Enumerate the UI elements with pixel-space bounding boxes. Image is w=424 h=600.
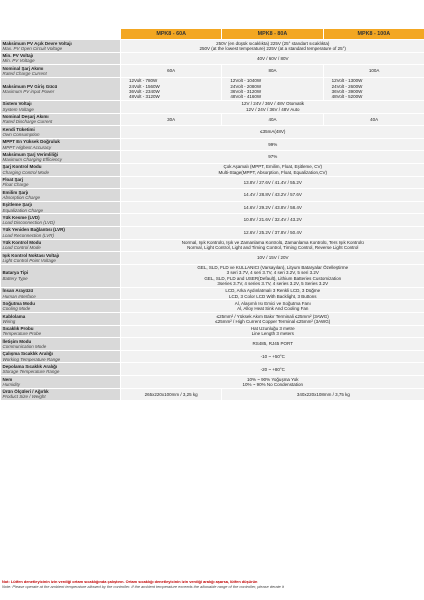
spec-label-cell	[1, 151, 121, 164]
spec-label-english: Rated Discharge Current	[2, 119, 53, 125]
spec-label-english: Max. PV Open Circuit Voltage	[2, 45, 63, 51]
spec-value-line: 12V / 24V / 36V / 48V Auto	[245, 106, 300, 112]
spec-row	[1, 176, 424, 189]
spec-label-turkish: Yük Kesme (LVD)	[2, 214, 40, 220]
spec-label-english: Own Consumption	[2, 131, 40, 137]
spec-value-line: 10% ~ 90% No Condenstation	[242, 381, 303, 387]
spec-label-turkish: Kablolama	[2, 313, 26, 319]
spec-label-turkish: Nominal Şarj Akımı	[2, 65, 44, 71]
spec-value-cell	[121, 138, 424, 151]
spec-value-cell	[121, 264, 424, 287]
spec-value-line: 13.8V / 27.6V / 41.4V / 55.2V	[243, 179, 302, 185]
spec-value-line: 48Volt - 4160W	[230, 94, 262, 100]
spec-label-english: Temperature Probe	[2, 331, 42, 337]
spec-value-line: 340x220x108mm / 3,75 kg	[296, 391, 350, 397]
spec-value-line: ≤35mA(48V)	[260, 129, 286, 135]
note-english: Note: Please operate at the ambient temperature allowed by the controller. If the ambient temperature exceeds the allowable range of the controller, please derate it	[2, 584, 284, 589]
spec-label-english: Load Reconnection (LVR)	[2, 232, 55, 238]
spec-value-cell	[323, 77, 424, 100]
spec-value-line: 12Volt - 1040W	[230, 78, 262, 84]
spec-value-line: 60A	[167, 68, 176, 74]
spec-label-english: Storage Temperature Range	[2, 369, 60, 375]
spec-label-cell	[1, 313, 121, 326]
spec-label-cell	[1, 100, 121, 113]
spec-value-line: 99%	[268, 141, 278, 147]
spec-label-turkish: Yük Kontrol Modu	[2, 240, 42, 245]
spec-label-cell	[1, 138, 121, 151]
spec-row	[1, 300, 424, 313]
spec-value-line: 36Volt - 2340W	[129, 88, 160, 94]
spec-value-cell	[121, 113, 222, 126]
spec-value-cell	[121, 350, 424, 363]
spec-label-english: Float Charge	[2, 182, 29, 188]
spec-label-english: Rated Charge Current	[2, 70, 47, 76]
spec-row	[1, 338, 424, 351]
spec-label-english: Load Disconnection (LVD)	[2, 220, 55, 226]
spec-value-line: GEL, SLD, FLD and USER(Default), Lithium Batteries Customization	[204, 275, 342, 281]
spec-label-turkish: Emilim Şarjı	[2, 189, 29, 195]
spec-value-line: 40A	[370, 116, 379, 122]
spec-value-line: 24Volt - 2080W	[230, 83, 262, 89]
spec-row	[1, 113, 424, 126]
spec-row	[1, 350, 424, 363]
spec-label-english: Maximum Charging Efficiency	[2, 157, 63, 163]
spec-label-turkish: Soğutma Modu	[2, 300, 35, 306]
spec-label-cell	[1, 52, 121, 65]
spec-label-cell	[1, 350, 121, 363]
spec-value-cell	[121, 65, 222, 78]
spec-label-turkish: Maksimum Şarj Verimliliği	[2, 151, 59, 157]
spec-row	[1, 226, 424, 239]
spec-value-line: 10% ~ 90% Yoğuşma Yok	[247, 376, 299, 382]
spec-label-cell	[1, 77, 121, 100]
spec-label-cell	[1, 126, 121, 139]
spec-value-cell	[121, 189, 424, 202]
spec-label-english: Working Temperature Range	[2, 356, 61, 362]
spec-row	[1, 363, 424, 376]
spec-value-cell	[222, 388, 424, 401]
spec-value-cell	[121, 100, 424, 113]
spec-row	[1, 52, 424, 65]
spec-value-line: 250V (en düşük sıcaklıkta) 225V (25° standart sıcaklıkta)	[216, 40, 330, 46]
spec-value-line: Normal, Işık Kontrolü, Işık ve Zamanlama Kontrolü, Zamanlama Kontrolü, Ters Işık Kontrolü	[181, 240, 364, 245]
spec-row	[1, 138, 424, 151]
spec-value-line: 24Volt - 2600W	[331, 83, 363, 89]
spec-label-english: Wiring	[2, 318, 16, 324]
spec-label-turkish: Float Şarj	[2, 177, 24, 183]
spec-label-cell	[1, 113, 121, 126]
spec-label-cell	[1, 176, 121, 189]
spec-value-line: LCD, Arka Aydınlatmalı 3 Renkli LCD, 3 Düğme	[225, 288, 321, 294]
spec-value-line: 12Volt - 780W	[129, 78, 158, 84]
spec-value-line: Multi-Stage(MPPT, Absorption, Float, Equalization,CV)	[218, 169, 328, 175]
spec-value-cell	[323, 113, 424, 126]
spec-label-turkish: Batarya Tipi	[2, 270, 29, 276]
spec-label-turkish: Min. PV Voltajı	[2, 53, 34, 59]
spec-value-cell	[121, 77, 222, 100]
spec-label-turkish: Şarj Kontrol Modu	[2, 164, 42, 170]
spec-value-line: ≤25mm² / High Current Copper Terminal ≤25mm² (3AWG)	[215, 318, 331, 324]
spec-value-line: RS485, RJ45 PORT	[252, 341, 293, 347]
spec-value-line: Çok Aşamalı (MPPT, Emilim, Float, Eşitleme, CV)	[223, 164, 322, 170]
spec-label-english: MPPT Highest Accuracy	[2, 144, 52, 150]
spec-row	[1, 201, 424, 214]
spec-value-line: 48Volt - 3120W	[129, 94, 160, 100]
spec-value-line: 48Volt - 5200W	[331, 94, 363, 100]
spec-label-turkish: İnsan Arayüzü	[2, 288, 34, 294]
spec-value-line: 250V (at the lowest temperature) 225V (at a standard temperature of 25°)	[199, 45, 346, 51]
spec-value-cell	[121, 239, 424, 252]
spec-row	[1, 100, 424, 113]
spec-label-turkish: MPPT En Yüksek Doğruluk	[2, 139, 60, 145]
spec-label-turkish: Ürün Ölçüleri / Ağırlık	[2, 389, 49, 395]
spec-value-line: 24Volt - 1560W	[129, 83, 160, 89]
spec-label-turkish: Maksimum PV Giriş Gücü	[2, 83, 58, 89]
spec-value-line: 100A	[368, 68, 380, 74]
spec-value-line: Normal, Light Control, Light and Timing Control, Timing Control, Reverse Light Control	[187, 245, 359, 251]
spec-row	[1, 151, 424, 164]
spec-label-english: Absorption Charge	[2, 194, 41, 200]
spec-label-english: Min. PV Voltage	[2, 58, 35, 64]
spec-label-english: Battery Type	[2, 275, 28, 281]
spec-label-turkish: Yük Yeniden Bağlantısı (LVR)	[2, 227, 65, 233]
note-turkish: Not: Lütfen denetleyicinin izin verdiği ortam sıcaklığında çalıştırın. Ortam sıcaklığı denetleyicinin izin verdiği aralığı aşarsa, lütfen düşürün	[2, 579, 258, 584]
spec-value-cell	[121, 252, 424, 265]
spec-value-cell	[121, 287, 424, 300]
spec-label-turkish: İletişim Modu	[2, 338, 32, 344]
header-blank-cell	[1, 29, 121, 40]
spec-value-line: ≤25mm² / Yüksek Akım Bakır Terminali ≤25mm² (3AWG)	[216, 313, 329, 319]
spec-value-cell	[121, 52, 424, 65]
spec-label-english: Communication Mode	[2, 344, 47, 350]
model-header-100a: MPK8 - 100A	[323, 29, 424, 40]
spec-value-line: 12V / 24V / 36V / 48V Otomatik	[241, 101, 305, 107]
spec-label-cell	[1, 163, 121, 176]
spec-label-cell	[1, 376, 121, 389]
spec-value-cell	[121, 176, 424, 189]
spec-value-line: 10.8V / 21.6V / 32.4V / 43.2V	[243, 217, 302, 223]
spec-value-line: 265x220x100mm / 3,25 kg	[144, 391, 198, 397]
spec-label-cell	[1, 300, 121, 313]
spec-value-cell	[121, 201, 424, 214]
spec-label-cell	[1, 65, 121, 78]
spec-row	[1, 388, 424, 401]
spec-value-line: 12.6V / 25.2V / 37.8V / 50.4V	[243, 230, 302, 236]
spec-label-english: Humidity	[2, 381, 21, 387]
spec-value-cell	[121, 300, 424, 313]
spec-label-cell	[1, 252, 121, 265]
spec-value-cell	[121, 313, 424, 326]
spec-label-english: Cooling Mode	[2, 306, 31, 312]
spec-value-line: 14.6V / 29.2V / 43.8V / 58.4V	[243, 204, 302, 210]
spec-value-cell	[121, 338, 424, 351]
spec-label-turkish: Kendi Tüketimi	[2, 126, 35, 132]
spec-value-line: Al, Alaşımlı Isı Emici ve Soğutma Fanı	[234, 300, 311, 306]
spec-value-line: LCD, 3 Color LCD With Backlight, 3 Buttons	[228, 293, 317, 299]
spec-value-cell	[121, 363, 424, 376]
spec-label-cell	[1, 388, 121, 401]
spec-sheet	[0, 28, 424, 401]
spec-table	[0, 28, 424, 401]
spec-value-line: -10 ~ +50°C	[260, 353, 285, 359]
spec-value-line: GEL, SLD, FLD ve KULLANICI (Varsayılan), Lityum Bataryalar Özelleştirme	[197, 265, 349, 271]
spec-row	[1, 126, 424, 139]
spec-label-turkish: Depolama Sıcaklık Aralığı	[2, 363, 58, 369]
spec-label-cell	[1, 201, 121, 214]
spec-row	[1, 163, 424, 176]
spec-value-line: 3 seri 3.7V, 4 seri 3.7V, 4 seri 3.2V, 5 seri 3.2V	[226, 270, 319, 276]
spec-label-cell	[1, 325, 121, 338]
spec-row	[1, 65, 424, 78]
spec-value-cell	[121, 126, 424, 139]
spec-value-line: 40V / 60V / 80V	[256, 55, 289, 61]
model-header-80a: MPK8 - 80A	[222, 29, 323, 40]
spec-label-english: Human Interface	[2, 293, 36, 299]
spec-label-cell	[1, 363, 121, 376]
spec-label-english: Charging Control Mode	[2, 169, 50, 175]
spec-row	[1, 264, 424, 287]
spec-value-line: 12Volt - 1300W	[331, 78, 363, 84]
spec-label-turkish: Nem	[2, 376, 13, 382]
spec-label-english: Maximum PV input Power	[2, 88, 55, 94]
spec-body	[1, 40, 424, 401]
spec-label-english: System Voltage	[2, 106, 34, 112]
spec-row	[1, 376, 424, 389]
spec-value-line: 30A	[167, 116, 176, 122]
spec-value-cell	[222, 113, 323, 126]
spec-label-cell	[1, 264, 121, 287]
spec-label-turkish: Maksimum PV Açık Devre Voltajı	[2, 40, 72, 46]
spec-label-cell	[1, 214, 121, 227]
spec-label-english: Product Size / Weight	[2, 394, 46, 400]
spec-value-cell	[121, 388, 222, 401]
spec-value-cell	[121, 214, 424, 227]
spec-label-cell	[1, 287, 121, 300]
spec-value-line: Al, Alloy Heat Sink And Cooling Fan	[237, 306, 309, 312]
spec-value-cell	[121, 325, 424, 338]
spec-value-line: Line Length 3 meters	[251, 331, 294, 337]
spec-label-cell	[1, 40, 121, 53]
spec-row	[1, 214, 424, 227]
spec-label-english: Light Control Point Voltage	[2, 257, 56, 263]
spec-row	[1, 239, 424, 252]
spec-value-line: 36Volt - 3900W	[331, 88, 363, 94]
spec-row	[1, 325, 424, 338]
spec-value-cell	[121, 226, 424, 239]
spec-value-cell	[222, 77, 323, 100]
spec-label-turkish: Sıcaklık Probu	[2, 326, 34, 332]
spec-value-line: 80A	[268, 68, 277, 74]
spec-row	[1, 189, 424, 202]
footer-notes	[2, 579, 422, 589]
spec-label-turkish: Çalışma Sıcaklık Aralığı	[2, 351, 53, 357]
spec-label-turkish: Eşitleme Şarjı	[2, 202, 33, 208]
spec-value-line: 10V / 15V / 20V	[256, 255, 289, 261]
spec-label-cell	[1, 239, 121, 252]
spec-value-line: 36Volt - 3120W	[230, 88, 262, 94]
spec-value-line: -20 ~ +80°C	[260, 366, 285, 372]
spec-value-line: 14.4V / 28.8V / 43.2V / 57.6V	[243, 192, 302, 198]
spec-label-cell	[1, 338, 121, 351]
spec-row	[1, 40, 424, 53]
model-header-60a: MPK8 - 60A	[121, 29, 222, 40]
spec-row	[1, 313, 424, 326]
spec-label-english: Load Control Mode	[2, 245, 41, 251]
spec-label-turkish: Işık Kontrol Noktası Voltajı	[2, 252, 60, 258]
spec-label-cell	[1, 189, 121, 202]
spec-label-turkish: Nominal Deşarj Akımı	[2, 114, 49, 120]
model-header-row	[1, 29, 424, 40]
spec-value-cell	[121, 151, 424, 164]
spec-label-turkish: Sistem Voltajı	[2, 101, 32, 107]
spec-value-cell	[323, 65, 424, 78]
spec-label-english: Equalization Charge	[2, 207, 44, 213]
spec-value-line: 3series 3.7V, 4 series 3.7V, 4 series 3.2V, 5 Series 3.2V	[217, 281, 329, 287]
spec-value-cell	[121, 376, 424, 389]
spec-value-cell	[121, 40, 424, 53]
spec-value-cell	[121, 163, 424, 176]
spec-value-line: 40A	[268, 116, 277, 122]
spec-value-line: Hat Uzunluğu 3 metre	[250, 326, 295, 332]
spec-row	[1, 77, 424, 100]
spec-label-cell	[1, 226, 121, 239]
spec-value-line: 97%	[268, 154, 278, 160]
spec-row	[1, 287, 424, 300]
spec-row	[1, 252, 424, 265]
spec-value-cell	[222, 65, 323, 78]
